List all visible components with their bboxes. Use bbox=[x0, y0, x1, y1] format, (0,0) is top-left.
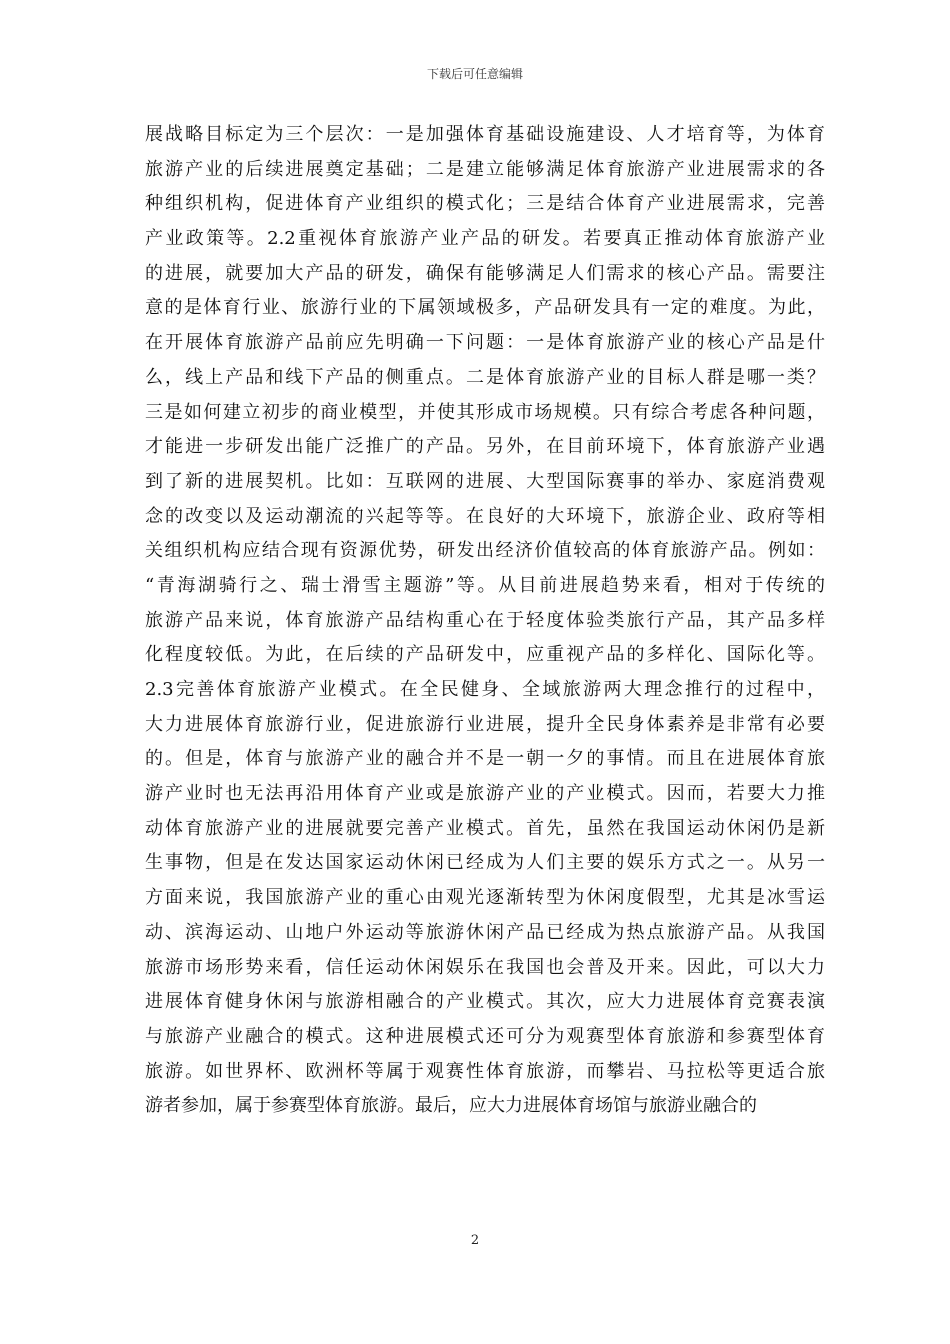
text-line: 在开展体育旅游产品前应先明确一下问题：一是体育旅游产业的核心产品是什 bbox=[145, 332, 825, 354]
text-line: “青海湖骑行之、瑞士滑雪主题游”等。从目前进展趋势来看，相对于传统的 bbox=[145, 574, 825, 596]
text-line: 才能进一步研发出能广泛推广的产品。另外，在目前环境下，体育旅游产业遇 bbox=[145, 436, 825, 458]
text-line: 意的是体育行业、旅游行业的下属领域极多，产品研发具有一定的难度。为此， bbox=[145, 297, 825, 319]
page-header: 下载后可任意编辑 bbox=[426, 67, 523, 81]
text-line: 念的改变以及运动潮流的兴起等等。在良好的大环境下，旅游企业、政府等相 bbox=[145, 505, 825, 527]
text-line: 方面来说，我国旅游产业的重心由观光逐渐转型为休闲度假型，尤其是冰雪运 bbox=[145, 887, 825, 909]
text-line: 关组织机构应结合现有资源优势，研发出经济价值较高的体育旅游产品。例如： bbox=[145, 540, 825, 562]
text-line: 旅游产品来说，体育旅游产品结构重心在于轻度体验类旅行产品，其产品多样 bbox=[145, 609, 825, 631]
text-line: 种组织机构，促进体育产业组织的模式化；三是结合体育产业进展需求，完善 bbox=[145, 193, 825, 215]
text-line: 旅游产业的后续进展奠定基础；二是建立能够满足体育旅游产业进展需求的各 bbox=[145, 158, 825, 180]
text-line: 生事物，但是在发达国家运动休闲已经成为人们主要的娱乐方式之一。从另一 bbox=[145, 852, 825, 874]
text-line: 旅游。如世界杯、欧洲杯等属于观赛性体育旅游，而攀岩、马拉松等更适合旅 bbox=[145, 1060, 825, 1082]
text-line: 大力进展体育旅游行业，促进旅游行业进展，提升全民身体素养是非常有必要 bbox=[145, 713, 825, 735]
text-line: 旅游市场形势来看，信任运动休闲娱乐在我国也会普及开来。因此，可以大力 bbox=[145, 956, 825, 978]
text-line: 产业政策等。2.2重视体育旅游产业产品的研发。若要真正推动体育旅游产业 bbox=[145, 228, 825, 250]
text-line: 的。但是，体育与旅游产业的融合并不是一朝一夕的事情。而且在进展体育旅 bbox=[145, 748, 825, 770]
text-line: 三是如何建立初步的商业模型，并使其形成市场规模。只有综合考虑各种问题， bbox=[145, 401, 825, 423]
text-line: 与旅游产业融合的模式。这种进展模式还可分为观赛型体育旅游和参赛型体育 bbox=[145, 1025, 825, 1047]
body-text bbox=[145, 118, 825, 1124]
text-line: 化程度较低。为此，在后续的产品研发中，应重视产品的多样化、国际化等。 bbox=[145, 644, 825, 666]
text-line: 到了新的进展契机。比如：互联网的进展、大型国际赛事的举办、家庭消费观 bbox=[145, 470, 825, 492]
text-line: 游者参加，属于参赛型体育旅游。最后，应大力进展体育场馆与旅游业融合的 bbox=[145, 1095, 757, 1117]
text-line: 2.3完善体育旅游产业模式。在全民健身、全域旅游两大理念推行的过程中， bbox=[145, 679, 825, 700]
text-line: 动体育旅游产业的进展就要完善产业模式。首先，虽然在我国运动休闲仍是新 bbox=[145, 817, 825, 839]
text-line: 的进展，就要加大产品的研发，确保有能够满足人们需求的核心产品。需要注 bbox=[145, 262, 825, 284]
text-line: 动、滨海运动、山地户外运动等旅游休闲产品已经成为热点旅游产品。从我国 bbox=[145, 921, 825, 943]
text-line: 展战略目标定为三个层次：一是加强体育基础设施建设、人才培育等，为体育 bbox=[145, 124, 825, 145]
text-line: 么，线上产品和线下产品的侧重点。二是体育旅游产业的目标人群是哪一类？ bbox=[145, 366, 825, 388]
page-number: 2 bbox=[470, 1233, 480, 1248]
text-line: 进展体育健身休闲与旅游相融合的产业模式。其次，应大力进展体育竞赛表演 bbox=[145, 991, 825, 1013]
text-line: 游产业时也无法再沿用体育产业或是旅游产业的产业模式。因而，若要大力推 bbox=[145, 783, 825, 805]
